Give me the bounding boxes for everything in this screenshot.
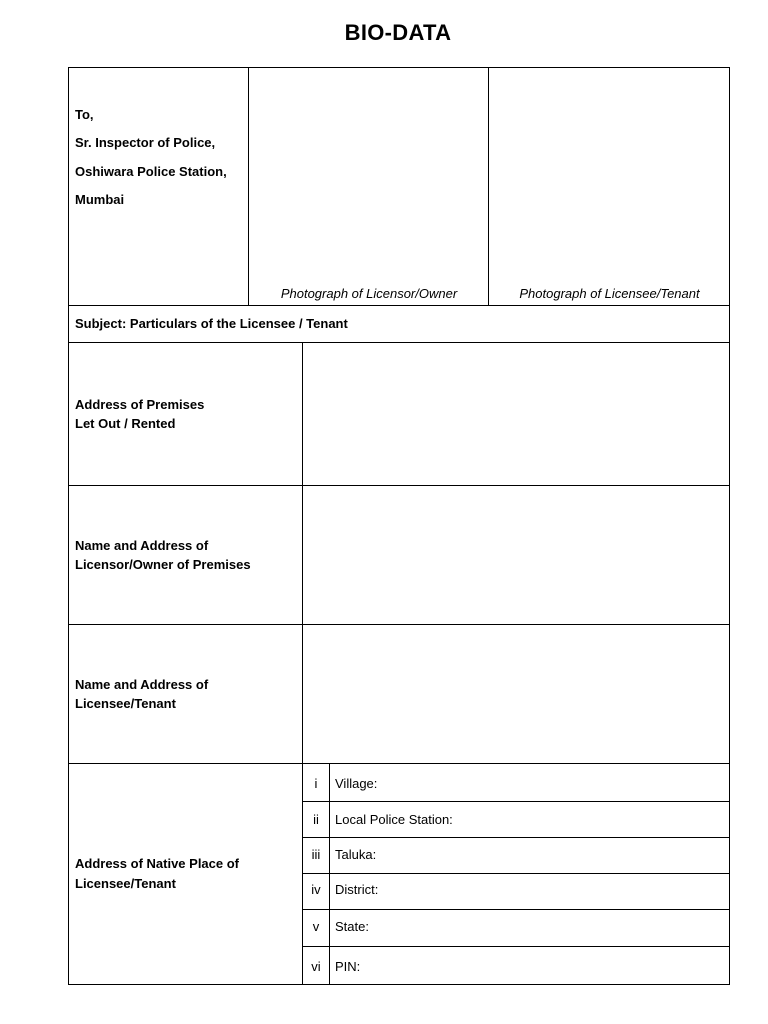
premises-label-line2: Let Out / Rented bbox=[75, 416, 176, 431]
native-label-line1: Address of Native Place of bbox=[75, 856, 239, 871]
divider bbox=[303, 873, 730, 874]
premises-label-line1: Address of Premises bbox=[75, 397, 205, 412]
native-field-village[interactable]: Village: bbox=[335, 776, 378, 791]
photo-box-owner[interactable] bbox=[249, 68, 489, 305]
tenant-label-line2: Licensee/Tenant bbox=[75, 696, 176, 711]
photo-caption-owner: Photograph of Licensor/Owner bbox=[280, 286, 458, 301]
native-field-number: iv bbox=[311, 882, 321, 897]
divider bbox=[303, 909, 730, 910]
tenant-address-field[interactable] bbox=[303, 625, 730, 763]
photo-box-tenant[interactable] bbox=[489, 68, 730, 305]
addressee-city: Mumbai bbox=[75, 192, 125, 207]
divider bbox=[329, 763, 330, 985]
native-field-number: v bbox=[312, 919, 320, 934]
document-title: BIO-DATA bbox=[344, 20, 452, 45]
native-label-line2: Licensee/Tenant bbox=[75, 876, 176, 891]
addressee-title: Sr. Inspector of Police, bbox=[75, 135, 216, 150]
native-field-state[interactable]: State: bbox=[335, 919, 369, 934]
native-field-number: ii bbox=[313, 812, 319, 827]
bio-data-form bbox=[68, 67, 730, 985]
addressee-block bbox=[69, 68, 249, 305]
owner-label-line2: Licensor/Owner of Premises bbox=[75, 557, 251, 572]
native-field-pin[interactable]: PIN: bbox=[335, 959, 361, 974]
native-field-number: vi bbox=[311, 959, 321, 974]
addressee-to: To, bbox=[75, 107, 94, 122]
native-field-number: iii bbox=[311, 847, 321, 862]
tenant-label-line1: Name and Address of bbox=[75, 677, 209, 692]
premises-address-field[interactable] bbox=[303, 343, 730, 485]
native-field-district[interactable]: District: bbox=[335, 882, 379, 897]
subject-line: Subject: Particulars of the Licensee / Tenant bbox=[75, 316, 348, 331]
divider bbox=[69, 305, 730, 306]
divider bbox=[303, 801, 730, 802]
native-field-number: i bbox=[314, 776, 318, 791]
divider bbox=[303, 837, 730, 838]
owner-address-field[interactable] bbox=[303, 486, 730, 624]
addressee-station: Oshiwara Police Station, bbox=[75, 164, 227, 179]
divider bbox=[69, 763, 730, 764]
divider bbox=[303, 946, 730, 947]
native-field-taluka[interactable]: Taluka: bbox=[335, 847, 377, 862]
photo-caption-tenant: Photograph of Licensee/Tenant bbox=[519, 286, 700, 301]
owner-label-line1: Name and Address of bbox=[75, 538, 209, 553]
native-field-police-station[interactable]: Local Police Station: bbox=[335, 812, 453, 827]
